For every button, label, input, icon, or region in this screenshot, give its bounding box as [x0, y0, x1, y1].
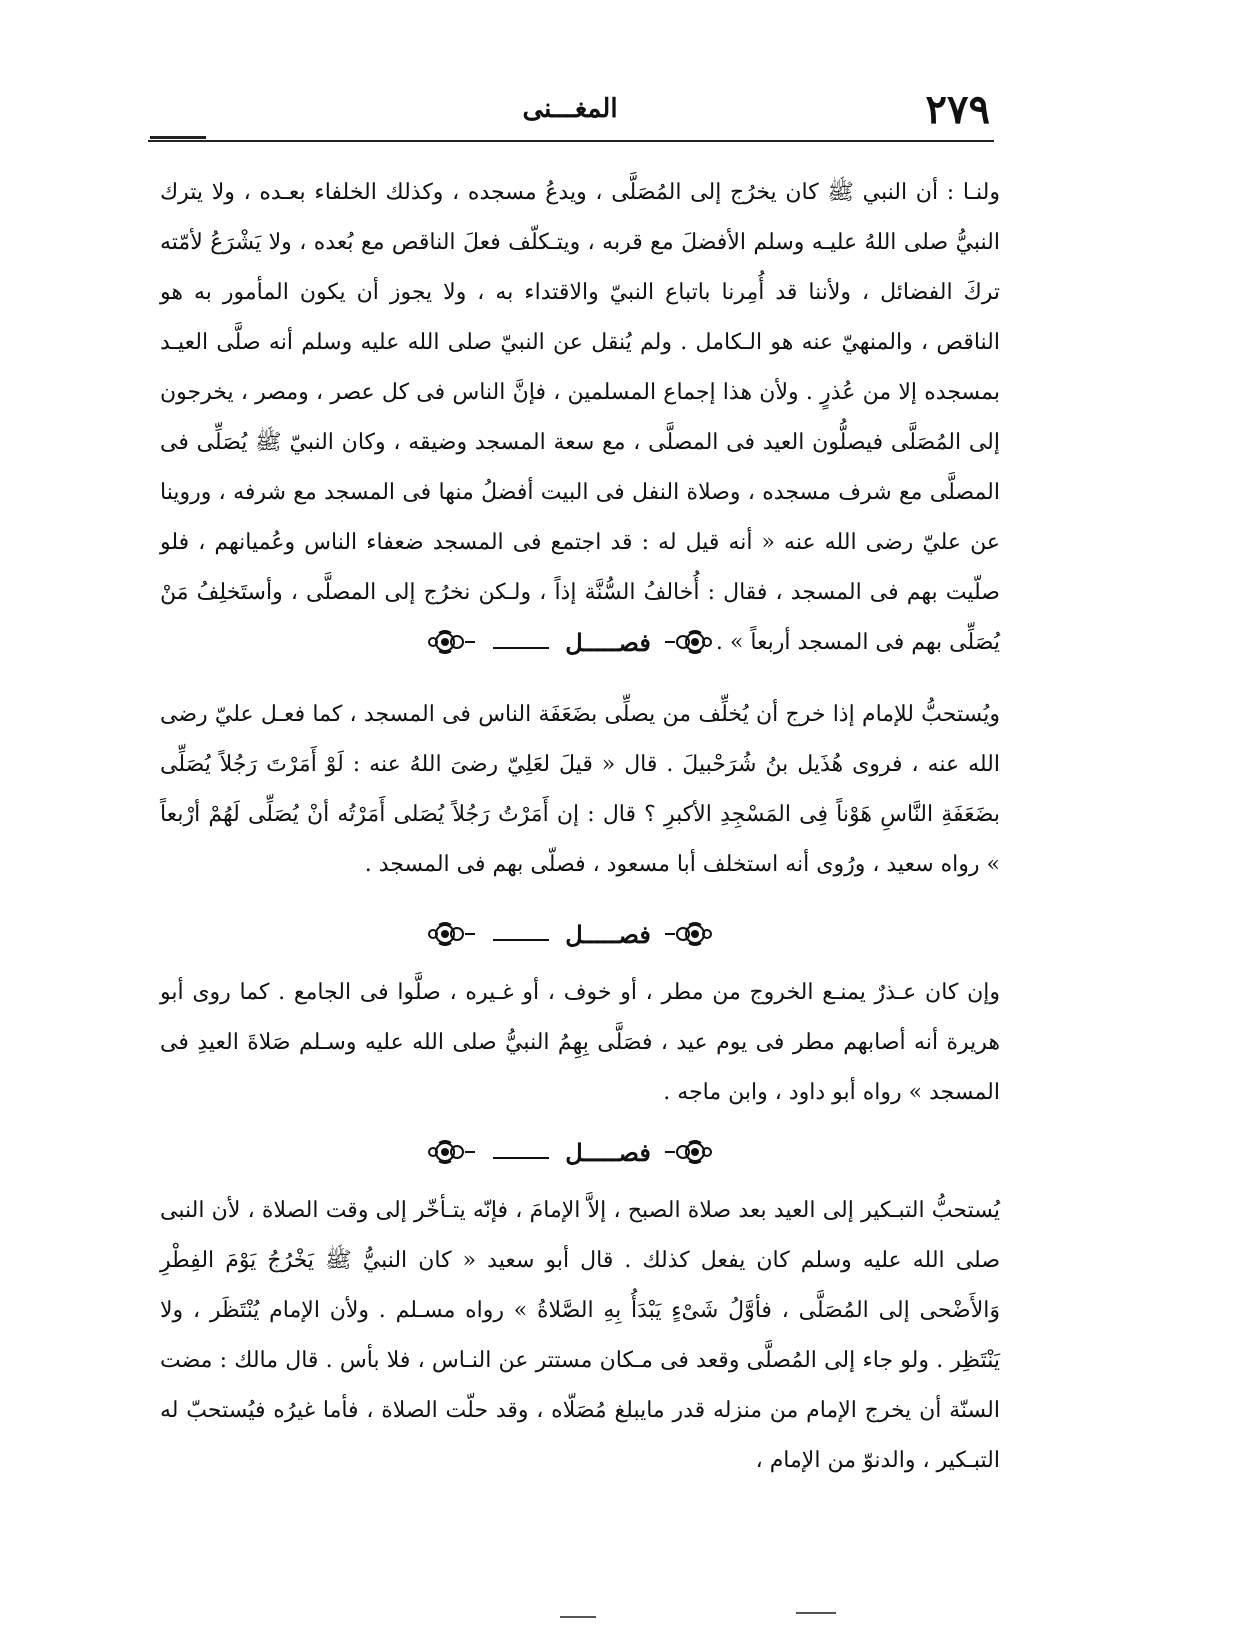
section-heading-label: فصـــــل [565, 919, 651, 949]
section-heading-label: فصـــــل [565, 1137, 651, 1167]
heading-kashida-line [493, 939, 549, 941]
footer-marks [560, 1612, 800, 1622]
footer-mark [796, 1612, 836, 1614]
section-heading-label: فصـــــل [565, 627, 651, 657]
running-title: المغـــنى [522, 94, 618, 124]
page-number: ٢٧٩ [925, 86, 990, 133]
ornament-right-icon [663, 1139, 715, 1165]
paragraph-1: ولنـا : أن النبي ﷺ كان يخرُج إلى المُصَلَّى ، ويدعُ مسجده ، وكذلك الخلفاء بعـده ، ولا يترك النبيُّ صلى اللهُ عليـه وسلم الأفضلَ مع قربه ، ويتـكلّف فعلَ الناقص مع بُعده ، ولا يَشْرَعُ لأمّته تركَ الفضائل ، ولأننا قد أُمِرنا باتباع النبيّ والاقتداء به ، ولا يجوز أن يكون المأمور به هو الناقص ، والمنهيّ عنه هو الـكامل . ولم يُنقل عن النبيّ صلى الله عليه وسلم أنه صلَّى العيـد بمسجده إلا من عُذرٍ . ولأن هذا إجماع المسلمين ، فإنَّ الناس فى كل عصر ، ومصر ، يخرجون إلى المُصَلَّى فيصلُّون العيد فى المصلَّى ، مع سعة المسجد وضيقه ، وكان النبيّ ﷺ يُصَلِّى فى المصلَّى مع شرف مسجده ، وصلاة النفل فى البيت أفضلُ منها فى المسجد مع شرفه ، وروينا عن عليّ رضى الله عنه « أنه قيل له : قد اجتمع فى المسجد ضعفاء الناس وعُميانهم ، فلو صلّيت بهم فى المسجد ، فقال : أُخالفُ السُّنَّة إذاً ، ولـكن نخرُج إلى المصلَّى ، وأستَخلِفُ مَنْ يُصَلِّى بهم فى المسجد أربعاً » . [160, 180, 1000, 655]
page-header [150, 86, 990, 136]
ornament-right-icon [663, 629, 715, 655]
heading-kashida-line [493, 647, 549, 649]
paragraph-3: وإن كان عـذرٌ يمنـع الخروج من مطر ، أو خوف ، أو غـيره ، صلَّوا فى الجامع . كما روى أبو هريرة أنه أصابهم مطر فى يوم عيد ، فصَلَّى بِهِمُ النبيُّ صلى الله عليه وسـلم صَلاةَ العيدِ فى المسجد » رواه أبو داود ، وابن ماجه . [160, 980, 1000, 1105]
section-heading-1 [150, 622, 990, 662]
header-rule [148, 140, 994, 142]
ornament-left-icon [425, 1139, 477, 1165]
section-heading-3 [150, 1132, 990, 1172]
ornament-left-icon [425, 921, 477, 947]
footer-mark [560, 1616, 596, 1618]
header-rule-tick [150, 136, 206, 139]
paragraph-4: يُستحبُّ التبـكير إلى العيد بعد صلاة الصبح ، إلاَّ الإمامَ ، فإنّه يتـأخّر إلى وقت الصلاة ، لأن النبى صلى الله عليه وسلم كان يفعل كذلك . قال أبو سعيد « كان النبيُّ ﷺ يَخْرُجُ يَوْمَ الفِطْرِ وَالأَضْحى إلى المُصَلَّى ، فأوَّلُ شَىْءٍ يَبْدَأُ بِهِ الصَّلاةُ » رواه مسـلم . ولأن الإمام يُنْتَظَر ، ولا يَنْتَظِر . ولو جاء إلى المُصلَّى وقعد فى مـكان مستتر عن النـاس ، فلا بأس . قال مالك : مضت السنّة أن يخرج الإمام من منزله قدر مايبلغ مُصَلّاه ، وقد حلّت الصلاة ، فأما غيرُه فيُستحبّ له التبـكير ، والدنوّ من الإمام ، [160, 1198, 1000, 1473]
section-heading-2 [150, 914, 990, 954]
paragraph-2: ويُستحبُّ للإمام إذا خرج أن يُخلِّف من يصلِّى بضَعَفَة الناس فى المسجد ، كما فعـل عليّ رضى الله عنه ، فروى هُذَيل بنُ شُرَحْبيلَ . قال « قيلَ لعَلِيّ رضىَ اللهُ عنه : لَوْ أَمَرْتَ رَجُلاً يُصَلِّى بضَعَفَةِ النَّاسِ هَوْناً فِى المَسْجِدِ الأكبرِ ؟ قال : إن أَمَرْتُ رَجُلاً يُصَلى أَمَرْتُه أنْ يُصَلِّى لَهُمْ أرْبعاً » رواه سعيد ، ورُوى أنه استخلف أبا مسعود ، فصلّى بهم فى المسجد . [160, 702, 1000, 877]
heading-kashida-line [493, 1157, 549, 1159]
ornament-left-icon [425, 629, 477, 655]
ornament-right-icon [663, 921, 715, 947]
